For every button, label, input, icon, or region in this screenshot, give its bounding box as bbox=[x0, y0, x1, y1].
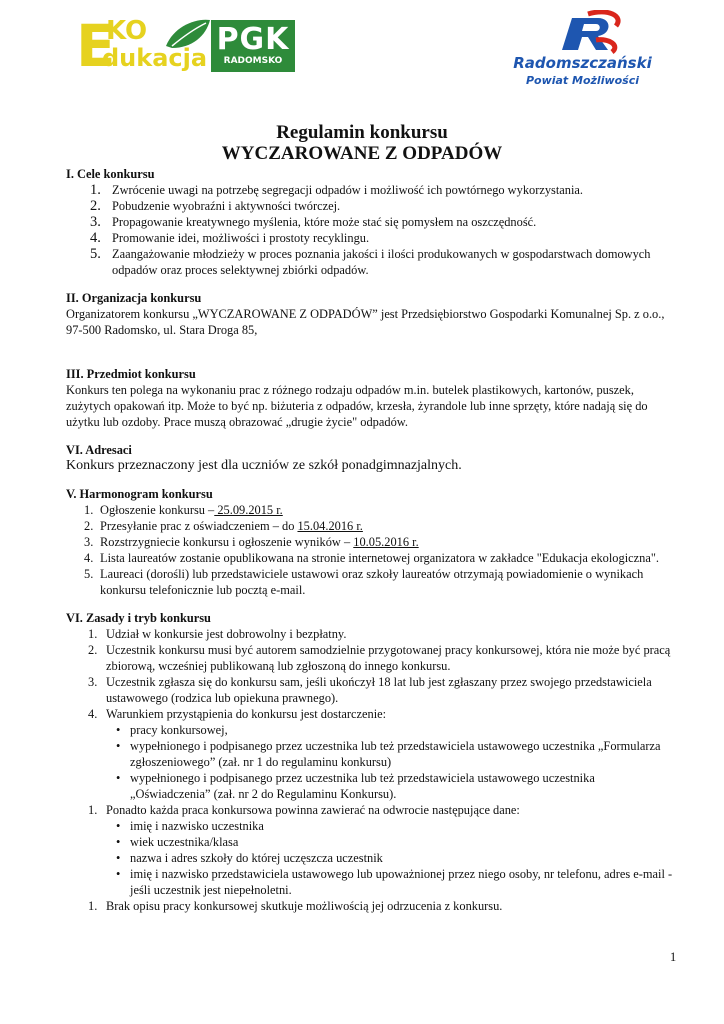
list-item: 3. Propagowanie kreatywnego myślenia, które może stać się pomysłem na oszczędność. bbox=[90, 214, 537, 230]
adresaci-text: Konkurs przeznaczony jest dla uczniów ze szkół ponadgimnazjalnych. bbox=[66, 458, 462, 473]
list-item: 2. Pobudzenie wyobraźni i aktywności twórczej. bbox=[90, 198, 341, 214]
date-rozstrzygniecie: 10.05.2016 r. bbox=[353, 535, 419, 549]
cele-list bbox=[66, 182, 678, 278]
dane-list bbox=[66, 818, 678, 898]
pgk-logo-text: PGK bbox=[216, 22, 290, 57]
zasady-list bbox=[66, 626, 678, 722]
page-number: 1 bbox=[670, 950, 677, 964]
document-body bbox=[66, 166, 678, 914]
bullet-item: • nazwa i adres szkoły do której uczęszcza uczestnik bbox=[116, 851, 383, 865]
eko-edukacja-logo bbox=[76, 12, 216, 74]
bullet-item: • wypełnionego i podpisanego przez uczestnika lub też przedstawiciela ustawowego uczestnika „Formularza zgłoszeniowego” (zał. nr 1 do regulaminu konkursu) bbox=[116, 739, 661, 769]
list-item: 4. Warunkiem przystąpienia do konkursu jest dostarczenie: bbox=[88, 707, 387, 721]
list-item: 1. Zwrócenie uwagi na potrzebę segregacji odpadów i możliwość ich powtórnego wykorzystania. bbox=[90, 182, 584, 198]
list-item: 4. Promowanie idei, możliwości i prostoty recyklingu. bbox=[90, 230, 370, 246]
list-item: 1. Ogłoszenie konkursu – 25.09.2015 r. bbox=[84, 503, 283, 517]
svg-text:dukacja: dukacja bbox=[102, 44, 208, 72]
list-item: 4. Lista laureatów zostanie opublikowana na stronie internetowej organizatora w zakładce "Edukacja ekologiczna". bbox=[84, 551, 659, 565]
list-item: 2. Przesyłanie prac z oświadczeniem – do 15.04.2016 r. bbox=[84, 519, 363, 533]
radomszczanski-emblem-icon bbox=[500, 10, 665, 54]
svg-text:E: E bbox=[76, 12, 116, 74]
section-heading-zasady: VI. Zasady i tryb konkursu bbox=[66, 611, 211, 625]
radomszczanski-logo bbox=[500, 10, 665, 90]
radomszczanski-logo-subtext: Powiat Możliwości bbox=[525, 74, 640, 87]
list-item: 5. Laureaci (dorośli) lub przedstawiciele ustawowi oraz szkoły laureatów otrzymają powiadomienie o wynikach konkursu telefonicznie lub pocztą e-mail. bbox=[84, 567, 644, 597]
organizacja-text: Organizatorem konkursu „WYCZAROWANE Z ODPADÓW” jest Przedsiębiorstwo Gospodarki Komunalnej Sp. z o.o., 97-500 Radomsko, ul. Stara Droga 85, bbox=[66, 307, 665, 337]
bullet-item: • imię i nazwisko uczestnika bbox=[116, 819, 264, 833]
bullet-item: • wypełnionego i podpisanego przez uczestnika lub też przedstawiciela ustawowego uczestnika „Oświadczenia” (zał. nr 2 do Regulaminu Konkursu). bbox=[116, 771, 595, 801]
date-przesylanie: 15.04.2016 r. bbox=[297, 519, 363, 533]
list-item: 2. Uczestnik konkursu musi być autorem samodzielnie przygotowanej pracy konkursowej, która nie może być pracą zbiorową, wcześniej publikowaną lub zgłoszoną do innego konkursu. bbox=[88, 643, 671, 673]
zasady-list-cont bbox=[66, 802, 678, 818]
list-item: 1. Ponadto każda praca konkursowa powinna zawierać na odwrocie następujące dane: bbox=[88, 803, 520, 817]
list-item: 1. Udział w konkursie jest dobrowolny i bezpłatny. bbox=[88, 627, 347, 641]
section-heading-harmonogram: V. Harmonogram konkursu bbox=[66, 487, 213, 501]
list-item: 3. Uczestnik zgłasza się do konkursu sam, jeśli ukończył 18 lat lub jest zgłaszany przez swojego przedstawiciela ustawowego (rodzica lub opiekuna prawnego). bbox=[88, 675, 652, 705]
date-ogloszenie: 25.09.2015 r. bbox=[214, 503, 283, 517]
dokumenty-list bbox=[66, 722, 678, 802]
pgk-logo-subtext: RADOMSKO bbox=[223, 56, 283, 66]
zasady-list-end bbox=[66, 898, 678, 914]
document-title: Regulamin konkursu bbox=[276, 122, 448, 143]
pgk-radomsko-logo bbox=[211, 20, 295, 72]
document-subtitle: WYCZAROWANE Z ODPADÓW bbox=[221, 143, 503, 164]
list-item: 3. Rozstrzygniecie konkursu i ogłoszenie wyników – 10.05.2016 r. bbox=[84, 535, 419, 549]
bullet-item: • imię i nazwisko przedstawiciela ustawowego lub upoważnionej przez niego osoby, nr telefonu, adres e-mail - jeśli uczestnik jest niepełnoletni. bbox=[116, 867, 673, 897]
list-item: 5. Zaangażowanie młodzieży w proces poznania jakości i ilości produkowanych w gospodarstwach domowych odpadów oraz proces selektywnej zbiórki odpadów. bbox=[90, 246, 651, 277]
section-heading-cele: I. Cele konkursu bbox=[66, 167, 155, 181]
harmonogram-list bbox=[66, 502, 678, 598]
przedmiot-text: Konkurs ten polega na wykonaniu prac z różnego rodzaju odpadów m.in. butelek plastikowych, kartonów, puszek, zużytych opakowań itp. Może to być np. biżuteria z odpadów, krzesła, żyrandole lub inne sprzęty, które nadają się do użytku lub ozdoby. Prace muszą obrazować „drugie życie" odpadów. bbox=[66, 383, 648, 429]
svg-text:KO: KO bbox=[106, 16, 148, 46]
section-heading-adresaci: VI. Adresaci bbox=[66, 443, 132, 457]
radomszczanski-logo-text: Radomszczański bbox=[513, 54, 652, 72]
section-heading-organizacja: II. Organizacja konkursu bbox=[66, 291, 202, 305]
bullet-item: • pracy konkursowej, bbox=[116, 723, 228, 737]
bullet-item: • wiek uczestnika/klasa bbox=[116, 835, 239, 849]
section-heading-przedmiot: III. Przedmiot konkursu bbox=[66, 367, 196, 381]
list-item: 1. Brak opisu pracy konkursowej skutkuje możliwością jej odrzucenia z konkursu. bbox=[88, 899, 503, 913]
